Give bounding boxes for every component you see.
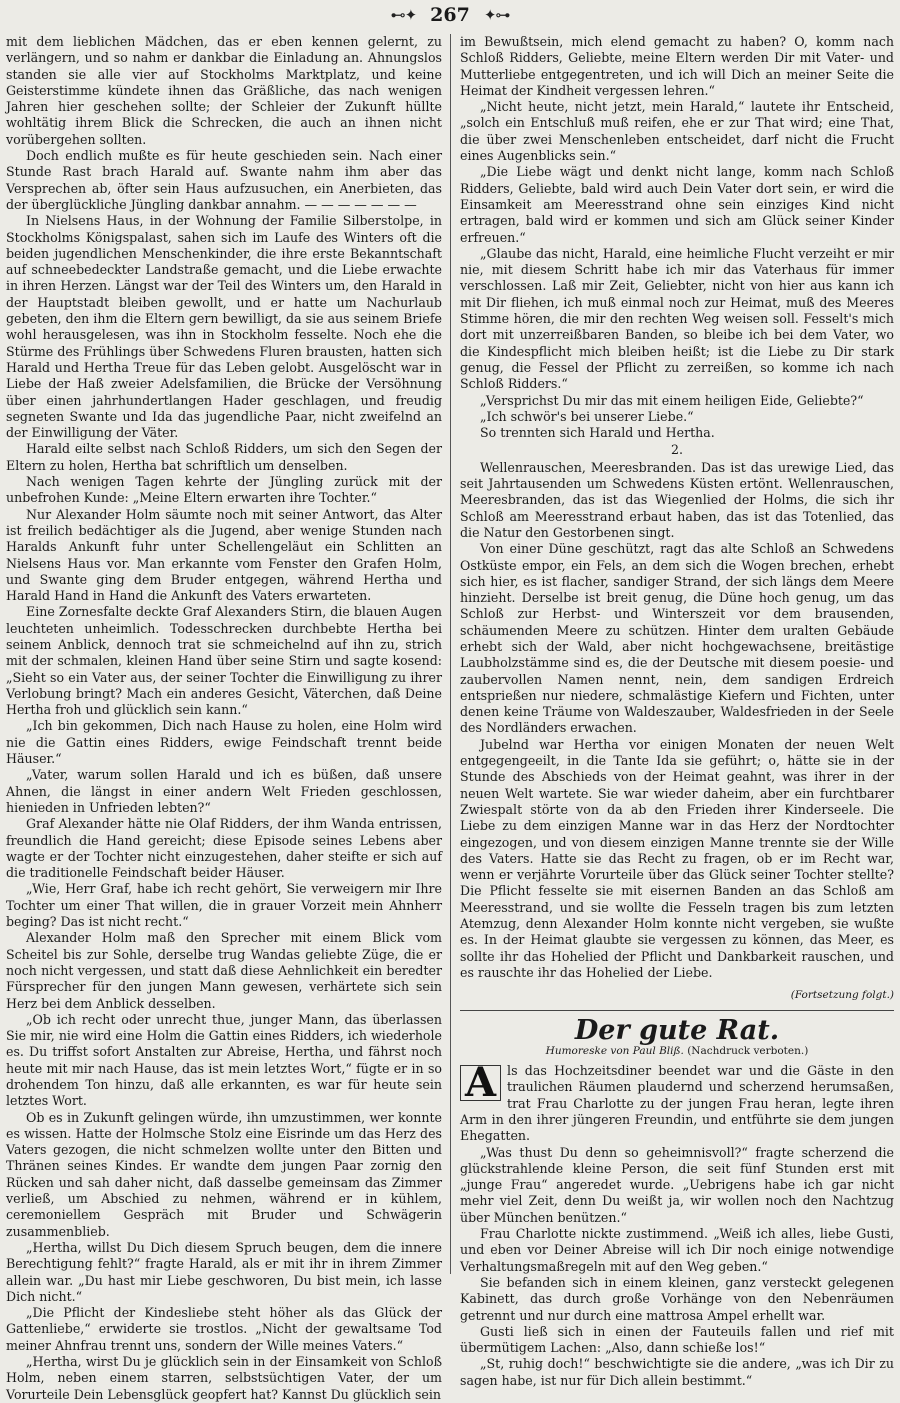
paragraph: Alexander Holm maß den Sprecher mit einem Blick vom Scheitel bis zur Sohle, derselbe trug Wandas geliebte Züge, die er noch nicht vergessen, und statt daß diese Aehnlichkeit ein beredter Fürsprecher für den jungen Mann gewesen, verhärtete sich sein Herz bei dem Anblick desselben. (6, 930, 442, 1011)
story-first-paragraph-text: ls das Hochzeitsdiner beendet war und die Gäste in den traulichen Räumen plaudernd und scherzend herumsaßen, trat Frau Charlotte zu der jungen Frau heran, legte ihren Arm in den ihrer jüngeren Freundin, und entführte sie dem jungen Ehegatten. (460, 1063, 894, 1144)
paragraph: „St, ruhig doch!“ beschwichtigte sie die andere, „was ich Dir zu sagen habe, ist nur für Dich allein bestimmt.“ (460, 1356, 894, 1388)
paragraph: „Vater, warum sollen Harald und ich es büßen, daß unsere Ahnen, die längst in einer andern Welt Frieden geschlossen, hienieden in Unfrieden lebten?“ (6, 767, 442, 815)
page-header (0, 4, 900, 26)
serial-continuation (460, 34, 894, 441)
paragraph: „Wie, Herr Graf, habe ich recht gehört, Sie verweigern mir Ihre Tochter um einer That willen, die in grauer Vorzeit mein Ahnherr beging? Das ist nicht recht.“ (6, 881, 442, 930)
paragraph: im Bewußtsein, mich elend gemacht zu haben? O, komm nach Schloß Ridders, Geliebte, meine Eltern werden Dir mit Vater- und Mutterliebe entgegentreten, und ich will Dich an meiner Seite die Heimat der Kindheit vergessen lehren.“ (460, 34, 894, 98)
paragraph: Jubelnd war Hertha vor einigen Monaten der neuen Welt entgegengeeilt, in die Tante Ida sie geführt; o, hätte sie in der Stunde des Abschieds von der Heimat geahnt, was ihrer in der neuen Welt wartete. Sie war wieder daheim, aber ein furchtbarer Zwiespalt störte von da ab den Frieden ihrer Kinderseele. Die Liebe zu dem einzigen Manne war in das Herz der Nordtochter eingezogen, und von diesem einzigen Manne trennte sie der Wille des Vaters. Hatte sie das Recht zu fragen, ob er im Recht war, wenn er verjährte Vorurteile über das Glück seiner Tochter stellte? Die Pflicht fesselte sie mit eisernen Banden an das Schloß am Meeresstrand, und sie wollte die Fesseln tragen bis zum letzten Atemzug, denn Alexander Holm konnte nicht vergeben, sie wußte es. In der Heimat glaubte sie vergessen zu können, das Meer, es sollte ihr das Hohelied der Pflicht und Dankbarkeit rauschen, und es rauschte ihr das Hohelied der Liebe. (460, 736, 894, 980)
paragraph: „Nicht heute, nicht jetzt, mein Harald,“ lautete ihr Entscheid, „solch ein Entschluß muß reifen, ehe er zur That wird; eine That, die über zwei Menschenleben entscheidet, darf nicht die Frucht eines Augenblicks sein.“ (460, 99, 894, 164)
paragraph: Doch endlich mußte es für heute geschieden sein. Nach einer Stunde Rast brach Harald auf. Swante nahm ihm aber das Versprechen ab, öfter sein Haus aufzusuchen, ein Anerbieten, das der überglückliche Jüngling dankbar annahm. — — — — — — — (6, 148, 442, 212)
story-first-paragraph (460, 1059, 894, 1144)
ornament-left-icon: ⊷✦ (390, 6, 417, 24)
continuation-note: (Fortsetzung folgt.) (790, 989, 894, 1002)
paragraph: „Hertha, willst Du Dich diesem Spruch beugen, dem die innere Berechtigung fehlt?“ fragte Harald, als er mit ihr in ihrem Zimmer allein war. „Du hast mir Liebe geschworen, Du bist mein, ich lasse Dich nicht.“ (6, 1239, 442, 1304)
page-number: 267 (430, 4, 470, 26)
paragraph: „Ich bin gekommen, Dich nach Hause zu holen, eine Holm wird nie die Gattin eines Ridders, ewige Feindschaft trennt beide Häuser.“ (6, 718, 442, 767)
paragraph: „Glaube das nicht, Harald, eine heimliche Flucht verzeiht er mir nie, mit diesem Schritt habe ich mir das Vaterhaus für immer verschlossen. Laß mir Zeit, Geliebter, nicht von hier aus kann ich mit Dir fliehen, ich muß einmal noch zur Heimat, muß des Meeres Stimme hören, die mir den rechten Weg weisen soll. Fesselt's mich dort mit unzerreißbaren Banden, so bleibe ich bei dem Vater, wo die Kindespflicht mich bleiben heißt; ist die Liebe zu Dir stark genug, die Fessel der Pflicht zu zerreißen, so komme ich nach Schloß Ridders.“ (460, 245, 894, 392)
paragraph: Sie befanden sich in einem kleinen, ganz versteckt gelegenen Kabinett, das durch große Vorhänge von den Nebenräumen getrennt und nur durch eine mattrosa Ampel erhellt war. (460, 1274, 894, 1323)
paragraph: „Ob ich recht oder unrecht thue, junger Mann, das überlassen Sie mir, nie wird eine Holm die Gattin eines Ridders, ich wiederhole es. Du triffst sofort Anstalten zur Abreise, Hertha, und fährst noch heute mit mir nach Hause, das ist mein letztes Wort,“ fügte er in so drohendem Ton hinzu, daß alle erkannten, es war für heute sein letztes Wort. (6, 1011, 442, 1109)
paragraph: Von einer Düne geschützt, ragt das alte Schloß an Schwedens Ostküste empor, ein Fels, an dem sich die Wogen brechen, erhebt sich hier, es ist flacher, sandiger Strand, der sich längs dem Meere hinzieht. Derselbe ist breit genug, die Düne hoch genug, um das Schloß zur Herbst- und Winterszeit vor dem brausenden, schäumenden Meere zu schützen. Hinter dem uralten Gebäude erhebt sich der Wald, aber nicht hochgewachsene, breitästige Laubholzstämme sind es, die der Deutsche mit diesem poesie- und zaubervollen Namen nennt, nein, dem sandigen Erdreich entsprießen nur niedere, schmalästige Kiefern und Fichten, unter denen keine Träume von Waldeszauber, Waldesfrieden in der Seele des Nordländers erwachen. (460, 541, 894, 736)
serial-section-2 (460, 460, 894, 982)
paragraph: Graf Alexander hätte nie Olaf Ridders, der ihm Wanda entrissen, freundlich die Hand gereicht; diese Episode seines Lebens aber wagte er der Tochter nicht einzugestehen, daher steifte er sich auf die traditionelle Feindschaft beider Häuser. (6, 816, 442, 881)
paragraph: Nur Alexander Holm säumte noch mit seiner Antwort, das Alter ist freilich bedächtiger als die Jugend, aber wenige Stunden nach Haralds Ankunft fuhr unter Schellengeläut ein Schlitten an Nielsens Haus vor. Man erkannte vom Fenster den Grafen Holm, und Swante ging dem Bruder entgegen, während Hertha und Harald Hand in Hand die Ankunft des Vaters erwarteten. (6, 506, 442, 604)
ornament-right-icon: ✦⊶ (483, 6, 510, 24)
story-title: Der gute Rat. (574, 1014, 780, 1046)
paragraph: „Versprichst Du mir das mit einem heiligen Eide, Geliebte?“ (480, 392, 864, 408)
paragraph: So trennten sich Harald und Hertha. (480, 425, 715, 441)
story-byline (460, 1043, 894, 1059)
paragraph: Eine Zornesfalte deckte Graf Alexanders Stirn, die blauen Augen leuchteten unheimlich. Todesschrecken durchbebte Hertha bei seinem Anblick, dennoch trat sie schmeichelnd auf ihn zu, strich mit der schmalen, kleinen Hand über seine Stirn und sagte kosend: „Sieht so ein Vater aus, der seiner Tochter die Einwilligung zu ihrer Verlobung bringt? Mach ein anderes Gesicht, Väterchen, daß Deine Hertha froh und glücklich sein kann.“ (6, 604, 442, 718)
paragraph: Ob es in Zukunft gelingen würde, ihn umzustimmen, wer konnte es wissen. Hatte der Holmsche Stolz eine Eisrinde um das Herz des Vaters gezogen, die nicht schmelzen wollte unter den Bitten und Thränen seines Kindes. Er wandte dem jungen Paar zornig den Rücken und sah daher nicht, daß dasselbe gemeinsam das Zimmer verließ, um Abschied zu nehmen, während er in kühlem, ceremoniellem Gespräch mit Bruder und Schwägerin zusammenblieb. (6, 1109, 442, 1239)
paragraph: Wellenrauschen, Meeresbranden. Das ist das urewige Lied, das seit Jahrtausenden um Schwedens Küsten ertönt. Wellenrauschen, Meeresbranden, das ist das Wiegenlied der Holms, die sich ihr Schloß am Meeresstrand erbaut haben, das ist das Totenlied, das die Natur den Gestorbenen singt. (460, 459, 894, 540)
paragraph: Frau Charlotte nickte zustimmend. „Weiß ich alles, liebe Gusti, und eben vor Deiner Abreise will ich Dir noch einige notwendige Verhaltungsmaßregeln mit auf den Weg geben.“ (460, 1226, 894, 1274)
column-divider (450, 34, 451, 1274)
right-column (460, 34, 894, 1388)
story-subtitle: Humoreske von Paul Bliß. (545, 1044, 684, 1057)
section-number: 2. (670, 442, 684, 458)
paragraph: In Nielsens Haus, in der Wohnung der Familie Silberstolpe, in Stockholms Königspalast, sahen sich im Laufe des Winters oft die beiden jugendlichen Menschenkinder, die ihre erste Bekanntschaft auf schneebedeckter Landstraße gemacht, und die Liebe erwachte in ihren Herzen. Längst war der Teil des Winters um, den Harald in der Hauptstadt bleiben gewollt, und er hatte um Nachurlaub gebeten, den ihm die Eltern gern bewilligt, da sie aus seinem Briefe wohl herausgelesen, was ihn in Stockholm fesselte. Noch ehe die Stürme des Frühlings über Schwedens Fluren brausten, hatten sich Harald und Hertha Treue für das Leben gelobt. Ausgelöscht war in Liebe der Haß zweier Adelsfamilien, die Brücke der Versöhnung über einen jahrhundertlangen Hader geschlagen, und freudig segneten Swante und Ida das jugendliche Paar, nicht zweifelnd an der Einwilligung der Väter. (6, 213, 442, 441)
rights-note: (Nachdruck verboten.) (687, 1044, 809, 1057)
paragraph: Nach wenigen Tagen kehrte der Jüngling zurück mit der unbefrohen Kunde: „Meine Eltern erwarten ihre Tochter.“ (6, 474, 442, 506)
paragraph: mit dem lieblichen Mädchen, das er eben kennen gelernt, zu verlängern, und so nahm er dankbar die Einladung an. Ahnungslos standen sie alle vier auf Stockholms Marktplatz, und keine Geisterstimme kündete ihnen das Gräßliche, das nach wenigen Jahren hier geschehen sollte; der Schleier der Zukunft hüllte wohltätig ihrem Blick die Schrecken, die auch an ihnen nicht vorübergehen sollten. (6, 34, 442, 147)
paragraph: Gusti ließ sich in einen der Fauteuils fallen und rief mit übermütigem Lachen: „Also, dann schieße los!“ (460, 1323, 894, 1356)
dropcap-letter: A (460, 1065, 501, 1101)
paragraph: „Die Pflicht der Kindesliebe steht höher als das Glück der Gattenliebe,“ erwiderte sie trostlos. „Nicht der gewaltsame Tod meiner Ahnfrau trennt uns, sondern der Wille meines Vaters.“ (6, 1305, 442, 1353)
paragraph: Harald eilte selbst nach Schloß Ridders, um sich den Segen der Eltern zu holen, Hertha bat schriftlich um denselben. (6, 441, 442, 473)
paragraph: „Hertha, wirst Du je glücklich sein in der Einsamkeit von Schloß Holm, neben einem starren, selbstsüchtigen Vater, der um Vorurteile Dein Lebensglück geopfert hat? Kannst Du glücklich sein (6, 1354, 442, 1402)
paragraph: „Ich schwör's bei unserer Liebe.“ (480, 408, 694, 424)
story-divider (460, 1010, 894, 1011)
paragraph: „Die Liebe wägt und denkt nicht lange, komm nach Schloß Ridders, Geliebte, bald wird auch Dein Vater dort sein, er wird die Einsamkeit am Meeresstrand ohne sein einziges Kind nicht ertragen, bald wird er kommen und sich am Glück seiner Kinder erfreuen.“ (460, 164, 894, 245)
story-body (460, 1145, 894, 1389)
paragraph: „Was thust Du denn so geheimnisvoll?“ fragte scherzend die glückstrahlende kleine Person, die seit fünf Stunden erst mit „junge Frau“ angeredet wurde. „Uebrigens habe ich gar nicht mehr viel Zeit, denn Du weißt ja, wir wollen noch den Nachtzug über München benützen.“ (460, 1144, 894, 1225)
left-column (6, 34, 442, 1402)
